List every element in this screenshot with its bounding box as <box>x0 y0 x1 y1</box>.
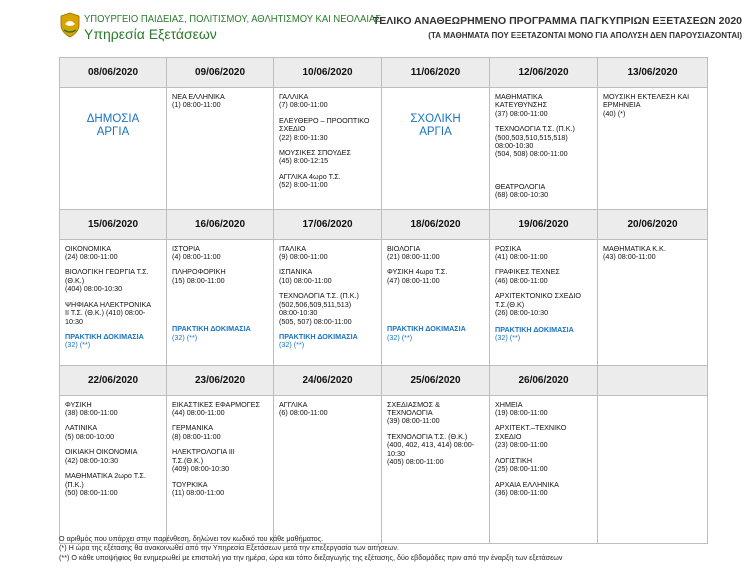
exam-line: (400, 402, 413, 414) 08:00- <box>387 440 475 450</box>
exam-line: (26) 08:00-10:30 <box>495 308 549 318</box>
exam-entry <box>495 125 592 159</box>
date-header: 10/06/2020 <box>274 58 382 88</box>
exam-line: 08:00-10:30 <box>279 308 318 318</box>
exam-entry <box>495 424 592 449</box>
date-header: 22/06/2020 <box>60 365 167 395</box>
exam-line: ΘΕΑΤΡΟΛΟΓΙΑ <box>495 181 546 191</box>
exam-line: (409) 08:00-10:30 <box>172 464 230 474</box>
date-header: 20/06/2020 <box>598 209 708 239</box>
holiday-line: ΔΗΜΟΣΙΑ <box>86 113 140 125</box>
exam-line: ΤΟΥΡΚΙΚΑ <box>172 479 208 489</box>
day-cell <box>274 88 382 210</box>
exam-entry <box>65 448 161 465</box>
exam-line: ΓΡΑΦΙΚΕΣ ΤΕΧΝΕΣ <box>495 267 560 277</box>
practical-exam-note <box>495 326 592 343</box>
exam-line: ΕΛΕΥΘΕΡΟ – ΠΡΟΟΠΤΙΚΟ <box>279 115 370 125</box>
exam-line: ΑΡΧΙΤΕΚΤ.–ΤΕΧΝΙΚΟ <box>495 423 567 433</box>
exam-line: ΛΟΓΙΣΤΙΚΗ <box>495 455 533 465</box>
exam-row <box>60 239 708 365</box>
exam-line: (7) 08:00-11:00 <box>279 100 328 110</box>
exam-line: ΣΧΕΔΙΟ <box>495 431 522 441</box>
day-cell <box>274 239 382 365</box>
practical-exam-title: ΠΡΑΚΤΙΚΗ ΔΟΚΙΜΑΣΙΑ <box>387 324 466 334</box>
exam-line: ΙΣΠΑΝΙΚΑ <box>279 267 313 277</box>
exam-entry <box>603 245 702 262</box>
exam-entry <box>279 401 376 418</box>
exam-row <box>60 395 708 543</box>
practical-exam-title: ΠΡΑΚΤΙΚΗ ΔΟΚΙΜΑΣΙΑ <box>172 324 251 334</box>
exam-line: ΦΥΣΙΚΗ 4ωρο Τ.Σ. <box>387 267 448 277</box>
exam-entry <box>603 93 702 118</box>
holiday-label <box>65 113 161 139</box>
exam-line: (21) 08:00-11:00 <box>387 252 440 262</box>
exam-line: ΑΓΓΛΙΚΑ <box>279 399 308 409</box>
date-header: 15/06/2020 <box>60 209 167 239</box>
practical-exam-code: (32) (**) <box>495 332 521 342</box>
exam-entry <box>495 481 592 498</box>
exam-line: (5) 08:00-10:00 <box>65 431 115 441</box>
cyprus-emblem-icon <box>59 12 81 38</box>
day-cell <box>167 239 274 365</box>
day-cell <box>167 88 274 210</box>
date-header: 16/06/2020 <box>167 209 274 239</box>
footnote: (**) Ο κάθε υποψήφιος θα ενημερωθεί με επιστολή για την ημέρα, ώρα και τόπο διεξαγωγής της εξέτασης, δύο εβδομάδες πριν από την έναρξη των εξετάσεων <box>59 552 563 562</box>
exam-line: ΚΑΤΕΥΘΥΝΣΗΣ <box>495 100 548 110</box>
exam-entry <box>172 481 268 498</box>
exam-line: (19) 08:00-11:00 <box>495 408 548 418</box>
ministry-name: ΥΠΟΥΡΓΕΙΟ ΠΑΙΔΕΙΑΣ, ΠΟΛΙΤΙΣΜΟΥ, ΑΘΛΗΤΙΣΜΟΥ ΚΑΙ ΝΕΟΛΑΙΑΣ <box>84 13 382 25</box>
exam-line: (405) 08:00-11:00 <box>387 457 444 467</box>
exam-line: ΓΕΡΜΑΝΙΚΑ <box>172 423 214 433</box>
exam-line: (38) 08:00-11:00 <box>65 408 118 418</box>
date-header: 25/06/2020 <box>382 365 490 395</box>
date-header: 23/06/2020 <box>167 365 274 395</box>
practical-exam-note <box>279 333 376 350</box>
date-header: 19/06/2020 <box>490 209 598 239</box>
exam-line: (9) 08:00-11:00 <box>279 252 328 262</box>
exam-line: (502,506,509,511,513) <box>279 299 352 309</box>
exam-line: (41) 08:00-11:00 <box>495 252 548 262</box>
exam-line: ΓΑΛΛΙΚΑ <box>279 92 309 101</box>
exam-line: (44) 08:00-11:00 <box>172 408 225 418</box>
day-cell <box>60 88 167 210</box>
exam-line: (1) 08:00-11:00 <box>172 100 221 110</box>
exam-line: ΒΙΟΛΟΓΙΑ <box>387 243 421 253</box>
exam-line: (505, 507) 08:00-11:00 <box>279 316 352 326</box>
exam-line: ΜΑΘΗΜΑΤΙΚΑ Κ.Κ. <box>603 243 666 253</box>
exam-line: (39) 08:00-11:00 <box>387 416 440 426</box>
exam-line: (500,503,510,515,518) <box>495 132 568 142</box>
exam-entry <box>495 401 592 418</box>
footnotes <box>59 534 563 562</box>
exam-entry <box>387 433 484 467</box>
exam-entry <box>279 292 376 326</box>
exam-line: (52) 8:00-11:00 <box>279 180 328 190</box>
exam-line: (23) 08:00-11:00 <box>495 440 548 450</box>
date-header: 09/06/2020 <box>167 58 274 88</box>
date-header: 24/06/2020 <box>274 365 382 395</box>
practical-exam-title: ΠΡΑΚΤΙΚΗ ΔΟΚΙΜΑΣΙΑ <box>65 331 144 341</box>
practical-exam-note <box>172 325 268 342</box>
day-cell <box>490 395 598 543</box>
date-header: 08/06/2020 <box>60 58 167 88</box>
exam-line: Τ.Σ.(Θ.Κ.) <box>172 455 204 465</box>
exam-row <box>60 88 708 210</box>
exam-line: (47) 08:00-11:00 <box>387 275 440 285</box>
exam-line: (Θ.Κ.) <box>65 275 85 285</box>
exam-line: ΣΧΕΔΙΟ <box>279 124 306 134</box>
practical-exam-code: (32) (**) <box>279 340 305 350</box>
exam-line: ΤΕΧΝΟΛΟΓΙΑ Τ.Σ. (Π.Κ.) <box>279 291 359 301</box>
exam-line: (8) 08:00-11:00 <box>172 431 221 441</box>
exam-entry <box>172 245 268 262</box>
exam-entry <box>279 268 376 285</box>
day-cell <box>60 395 167 543</box>
exam-entry <box>172 401 268 418</box>
exam-entry <box>65 424 161 441</box>
exam-entry <box>279 245 376 262</box>
day-cell <box>60 239 167 365</box>
exam-line: (404) 08:00-10:30 <box>65 284 123 294</box>
exam-line: (22) 8:00-11:30 <box>279 132 328 142</box>
exam-entry <box>387 245 484 262</box>
exam-line: ΑΡΧΙΤΕΚΤΟΝΙΚΟ ΣΧΕΔΙΟ <box>495 291 581 301</box>
date-header: 12/06/2020 <box>490 58 598 88</box>
exam-line: (11) 08:00-11:00 <box>172 487 225 497</box>
date-header <box>598 365 708 395</box>
exam-entry <box>279 173 376 190</box>
exam-line: ΡΩΣΙΚΑ <box>495 243 522 253</box>
exam-entry <box>65 401 161 418</box>
practical-exam-code: (32) (**) <box>387 332 413 342</box>
day-cell <box>490 239 598 365</box>
exam-line: ΙΙ Τ.Σ. (Θ.Κ.) (410) 08:00- <box>65 308 146 318</box>
practical-exam-title: ΠΡΑΚΤΙΚΗ ΔΟΚΙΜΑΣΙΑ <box>495 324 574 334</box>
exam-line: ΜΑΘΗΜΑΤΙΚΑ 2ωρο Τ.Σ. <box>65 471 146 481</box>
date-header-row <box>60 209 708 239</box>
exam-line: ΤΕΧΝΟΛΟΓΙΑ Τ.Σ. (Θ.Κ.) <box>387 431 468 441</box>
exam-line: ΦΥΣΙΚΗ <box>65 399 92 409</box>
exam-entry <box>495 457 592 474</box>
exam-line: ΙΣΤΟΡΙΑ <box>172 243 200 253</box>
exam-line: 10:30 <box>387 448 405 458</box>
exam-line: (4) 08:00-11:00 <box>172 252 221 262</box>
exam-entry <box>65 268 161 293</box>
exam-entry <box>65 301 161 326</box>
practical-exam-note <box>387 325 484 342</box>
exam-line: ΠΛΗΡΟΦΟΡΙΚΗ <box>172 267 226 277</box>
page-title: ΤΕΛΙΚΟ ΑΝΑΘΕΩΡΗΜΕΝΟ ΠΡΟΓΡΑΜΜΑ ΠΑΓΚΥΠΡΙΩΝ ΕΞΕΤΑΣΕΩΝ 2020 <box>372 15 742 27</box>
day-cell <box>382 88 490 210</box>
exam-line: ΕΡΜΗΝΕΙΑ <box>603 100 641 110</box>
exam-line: (504, 508) 08:00-11:00 <box>495 149 568 159</box>
service-name: Υπηρεσία Εξετάσεων <box>84 26 217 42</box>
exam-line: ΑΡΧΑΙΑ ΕΛΛΗΝΙΚΑ <box>495 479 559 489</box>
exam-schedule-table <box>59 57 708 544</box>
exam-line: (42) 08:00-10:30 <box>65 455 119 465</box>
practical-exam-code: (32) (**) <box>65 340 91 350</box>
exam-line: 08:00-10:30 <box>495 141 534 151</box>
date-header: 26/06/2020 <box>490 365 598 395</box>
exam-line: ΧΗΜΕΙΑ <box>495 399 523 409</box>
exam-line: ΟΙΚΙΑΚΗ ΟΙΚΟΝΟΜΙΑ <box>65 447 138 457</box>
holiday-label <box>387 113 484 139</box>
exam-line: (Π.Κ.) <box>65 479 84 489</box>
exam-entry <box>495 183 592 200</box>
day-cell <box>382 239 490 365</box>
exam-entry <box>172 93 268 110</box>
exam-line: ΜΑΘΗΜΑΤΙΚΑ <box>495 92 543 101</box>
footnote: Ο αριθμός που υπάρχει στην παρένθεση, δηλώνει τον κωδικό του κάθε μαθήματος. <box>59 534 324 543</box>
exam-entry <box>172 424 268 441</box>
exam-entry <box>495 93 592 118</box>
exam-line: (6) 08:00-11:00 <box>279 408 328 418</box>
exam-entry <box>279 117 376 142</box>
exam-entry <box>495 292 592 317</box>
day-cell <box>382 395 490 543</box>
exam-line: (37) 08:00-11:00 <box>495 108 548 118</box>
exam-line: (50) 08:00-11:00 <box>65 487 118 497</box>
exam-entry <box>279 149 376 166</box>
day-cell <box>490 88 598 210</box>
date-header-row <box>60 365 708 395</box>
exam-entry <box>495 245 592 262</box>
date-header: 11/06/2020 <box>382 58 490 88</box>
exam-line: ΜΟΥΣΙΚΕΣ ΣΠΟΥΔΕΣ <box>279 148 351 158</box>
exam-line: (36) 08:00-11:00 <box>495 487 548 497</box>
exam-entry <box>495 268 592 285</box>
footnote: (*) Η ώρα της εξέτασης θα ανακοινωθεί από την Υπηρεσία Εξετάσεων μετά την επεξεργασία των αιτήσεων. <box>59 543 399 553</box>
exam-line: ΨΗΦΙΑΚΑ ΗΛΕΚΤΡΟΝΙΚΑ <box>65 299 152 309</box>
date-header: 17/06/2020 <box>274 209 382 239</box>
date-header: 13/06/2020 <box>598 58 708 88</box>
exam-line: ΛΑΤΙΝΙΚΑ <box>65 423 98 433</box>
exam-line: ΑΓΓΛΙΚΑ 4ωρο Τ.Σ. <box>279 171 341 181</box>
exam-line: (10) 08:00-11:00 <box>279 275 332 285</box>
holiday-line: ΑΡΓΙΑ <box>419 126 452 138</box>
exam-line: ΗΛΕΚΤΡΟΛΟΓΙΑ ΙΙΙ <box>172 447 235 457</box>
exam-entry <box>387 268 484 285</box>
exam-line: ΙΤΑΛΙΚΑ <box>279 243 307 253</box>
day-cell <box>598 239 708 365</box>
exam-entry <box>279 93 376 110</box>
exam-line: ΜΟΥΣΙΚΗ ΕΚΤΕΛΕΣΗ ΚΑΙ <box>603 92 690 101</box>
day-cell <box>598 395 708 543</box>
exam-entry <box>172 448 268 473</box>
exam-entry <box>387 401 484 426</box>
exam-line: (68) 08:00-10:30 <box>495 190 549 200</box>
holiday-line: ΑΡΓΙΑ <box>96 126 130 138</box>
exam-entry <box>65 472 161 497</box>
exam-line: ΕΙΚΑΣΤΙΚΕΣ ΕΦΑΡΜΟΓΕΣ <box>172 399 260 409</box>
exam-line: (24) 08:00-11:00 <box>65 252 118 262</box>
exam-line: ΝΕΑ ΕΛΛΗΝΙΚΑ <box>172 92 225 101</box>
day-cell <box>167 395 274 543</box>
exam-line: (46) 08:00-11:00 <box>495 275 548 285</box>
exam-entry <box>172 268 268 285</box>
practical-exam-note <box>65 333 161 350</box>
exam-line: (40) (*) <box>603 108 626 118</box>
exam-entry <box>495 166 592 176</box>
exam-line: (15) 08:00-11:00 <box>172 275 225 285</box>
day-cell <box>274 395 382 543</box>
exam-line: ΣΧΕΔΙΑΣΜΟΣ & <box>387 399 440 409</box>
exam-line: ΒΙΟΛΟΓΙΚΗ ΓΕΩΡΓΙΑ Τ.Σ. <box>65 267 149 277</box>
exam-line: ΤΕΧΝΟΛΟΓΙΑ Τ.Σ. (Π.Κ.) <box>495 124 575 134</box>
exam-line: ΤΕΧΝΟΛΟΓΙΑ <box>387 408 433 418</box>
exam-line: Τ.Σ.(Θ.Κ) <box>495 299 525 309</box>
holiday-line: ΣΧΟΛΙΚΗ <box>410 113 461 125</box>
exam-line: (25) 08:00-11:00 <box>495 464 548 474</box>
date-header: 18/06/2020 <box>382 209 490 239</box>
day-cell <box>598 88 708 210</box>
page-subtitle: (ΤΑ ΜΑΘΗΜΑΤΑ ΠΟΥ ΕΞΕΤΑΖΟΝΤΑΙ ΜΟΝΟ ΓΙΑ ΑΠΟΛΥΣΗ ΔΕΝ ΠΑΡΟΥΣΙΑΖΟΝΤΑΙ) <box>428 31 742 40</box>
exam-line: ΟΙΚΟΝΟΜΙΚΑ <box>65 243 112 253</box>
practical-exam-code: (32) (**) <box>172 332 198 342</box>
practical-exam-title: ΠΡΑΚΤΙΚΗ ΔΟΚΙΜΑΣΙΑ <box>279 331 358 341</box>
exam-line: (43) 08:00-11:00 <box>603 252 656 262</box>
exam-line: 10:30 <box>65 316 83 326</box>
exam-entry <box>65 245 161 262</box>
page-header <box>0 0 750 52</box>
exam-line: (45) 8:00-12:15 <box>279 156 329 166</box>
date-header-row <box>60 58 708 88</box>
